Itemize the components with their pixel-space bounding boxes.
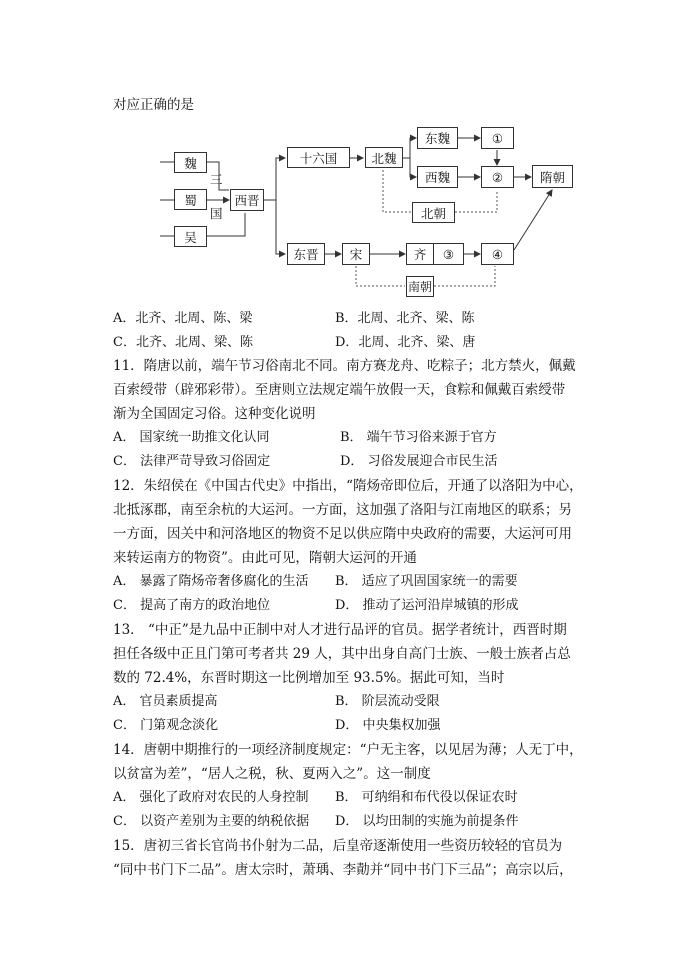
q15-stem-line: 15．唐初三省长官尚书仆射为二品，后皇帝逐渐使用一些资历较轻的官员为 [113,838,563,854]
node-beichao: 北朝 [412,202,455,223]
question-lead-text: 对应正确的是 [113,97,194,113]
q14-stem-line: 以贫富为差”，“居人之税，秋、夏两入之”。这一制度 [113,766,431,782]
q12-option-d: D． 推动了运河沿岸城镇的形成 [335,598,519,613]
q10-option-a: A．北齐、北周、陈、梁 [113,311,253,326]
q12-stem-line: 北抵涿郡，南至余杭的大运河。一方面，这加强了洛阳与江南地区的联系；另 [113,502,572,518]
node-suichao: 隋朝 [532,165,573,188]
node-wei: 魏 [174,152,207,173]
node-xiwei: 西魏 [417,166,458,188]
q14-stem-line: 14．唐朝中期推行的一项经济制度规定：“户无主客，以见居为薄；人无丁中， [113,742,583,758]
q14-option-c: C． 以资产差别为主要的纳税依据 [113,814,310,829]
q13-stem-line: 担任各级中正且门第可考者共 29 人，其中出身自高门士族、一般士族者占总 [113,646,571,662]
q13-option-d: D． 中央集权加强 [335,718,441,733]
q11-option-b: B． 端午节习俗来源于官方 [340,430,497,445]
q15-stem-line: “同中书门下二品”。唐太宗时，萧瑀、李勣并“同中书门下三品”；高宗以后， [113,862,573,878]
q12-option-c: C． 提高了南方的政治地位 [113,598,271,613]
q11-stem-line: 百索绶带（辟邪彩带）。至唐则立法规定端午放假一天，食粽和佩戴百索绶带 [113,382,566,398]
node-song: 宋 [342,243,370,265]
q12-option-a: A． 暴露了隋炀帝奢侈腐化的生活 [113,574,309,589]
q11-option-d: D． 习俗发展迎合市民生活 [340,454,498,469]
dynasty-flow-diagram [0,0,700,320]
q11-option-a: A． 国家统一助推文化认同 [113,430,270,445]
q11-stem-line: 11．隋唐以前，端午节习俗南北不同。南方赛龙舟、吃粽子；北方禁火，佩戴 [113,358,576,374]
node-shu: 蜀 [174,189,207,210]
q14-option-a: A． 强化了政府对农民的人身控制 [113,790,309,805]
node-shiliuguo: 十六国 [287,147,350,168]
node-blank-1: ① [481,127,514,149]
q14-option-b: B． 可纳绢和布代役以保证农时 [335,790,518,805]
q10-option-b: B．北周、北齐、梁、陈 [335,311,475,326]
q12-stem-line: 来转运南方的物资”。由此可见，隋朝大运河的开通 [113,550,417,566]
q10-option-c: C．北齐、北周、梁、陈 [113,335,253,350]
label-sanguo-2: 国 [210,206,223,221]
node-blank-2: ② [481,166,514,188]
q13-option-c: C． 门第观念淡化 [113,718,219,733]
q13-option-a: A． 官员素质提高 [113,694,218,709]
q13-stem-line: 13． “中正”是九品中正制中对人才进行品评的官员。据学者统计，西晋时期 [113,622,567,638]
node-qi: 齐 [406,243,434,265]
q11-option-c: C． 法律严苛导致习俗固定 [113,454,271,469]
q10-option-d: D．北周、北齐、梁、唐 [335,335,476,350]
node-blank-4: ④ [481,243,514,265]
q12-option-b: B． 适应了巩固国家统一的需要 [335,574,518,589]
q13-stem-line: 数的 72.4%，东晋时期这一比例增加至 93.5%。据此可知，当时 [113,670,505,686]
node-dongjin: 东晋 [287,243,325,265]
node-blank-3: ③ [433,243,464,265]
q14-option-d: D． 以均田制的实施为前提条件 [335,814,519,829]
q12-stem-line: 一方面，因关中和河洛地区的物资不足以供应隋中央政府的需要，大运河可用 [113,526,572,542]
node-nanchao: 南朝 [406,276,434,297]
node-dongwei: 东魏 [417,127,458,149]
node-xijin: 西晋 [230,189,264,211]
q12-stem-line: 12．朱绍侯在《中国古代史》中指出，“隋炀帝即位后，开通了以洛阳为中心， [113,478,583,494]
q11-stem-line: 渐为全国固定习俗。这种变化说明 [113,406,316,422]
q13-option-b: B． 阶层流动受限 [335,694,440,709]
node-beiwei: 北魏 [365,147,403,168]
node-wu: 吴 [174,226,207,247]
label-sanguo-1: 三 [210,172,223,187]
